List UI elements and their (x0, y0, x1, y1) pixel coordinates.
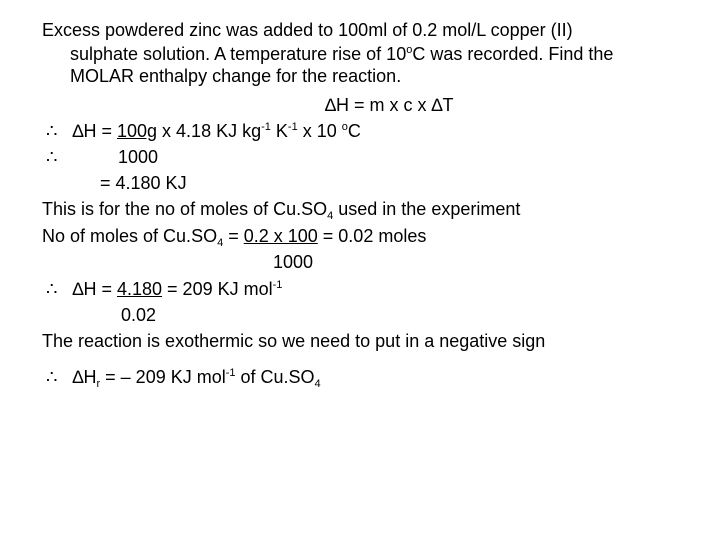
calculation-line-1: ∴ ∆H = 100g x 4.18 KJ $kg^{-1}$ $K^{-1}$ x 10 $^o$C (46, 121, 361, 141)
mass-numerator: 100g (117, 121, 158, 141)
therefore-symbol: ∴ (46, 279, 58, 299)
final-answer: ∴ $\Delta H_r$ = – 209 KJ mol$^{-1}$ of $Cu.SO_4$ (46, 367, 321, 390)
conclusion-line: The reaction is exothermic so we need to put in a negative sign (42, 331, 546, 351)
enthalpy-formula: ∆H = m x c x ∆T (325, 95, 454, 115)
degree-symbol: o (406, 44, 413, 56)
moles-numerator: 0.2 x 100 (243, 226, 318, 246)
moles-note: This is for the no of moles of $Cu.SO_4$ used in the experiment (42, 199, 521, 222)
therefore-symbol: ∴ (46, 367, 58, 387)
calculation-line-1-denominator (46, 146, 159, 168)
therefore-symbol: ∴ (46, 121, 58, 141)
enthalpy-numerator: 4.180 (117, 279, 163, 299)
calculation-line-2-denominator: 0.02 (121, 305, 157, 325)
result-line-1: = 4.180 KJ (100, 173, 187, 193)
problem-line-2: sulphate solution. A temperature rise of 10$^o$C was recorded. Find the (70, 44, 614, 64)
problem-line-1: Excess powdered zinc was added to 100ml of 0.2 mol/L copper (II) (42, 20, 573, 40)
moles-calculation: No of moles of $Cu.SO_4 = 0.2$ x 100 = 0.02 moles (42, 226, 427, 249)
therefore-symbol: ∴ (46, 147, 58, 167)
denominator-value: 1000 (118, 147, 159, 167)
calculation-line-2: ∴ ∆H = 4.180 = 209 KJ mol$^{-1}$ (46, 279, 283, 299)
moles-denominator: 1000 (273, 252, 314, 272)
problem-line-3: MOLAR enthalpy change for the reaction. (70, 66, 402, 86)
